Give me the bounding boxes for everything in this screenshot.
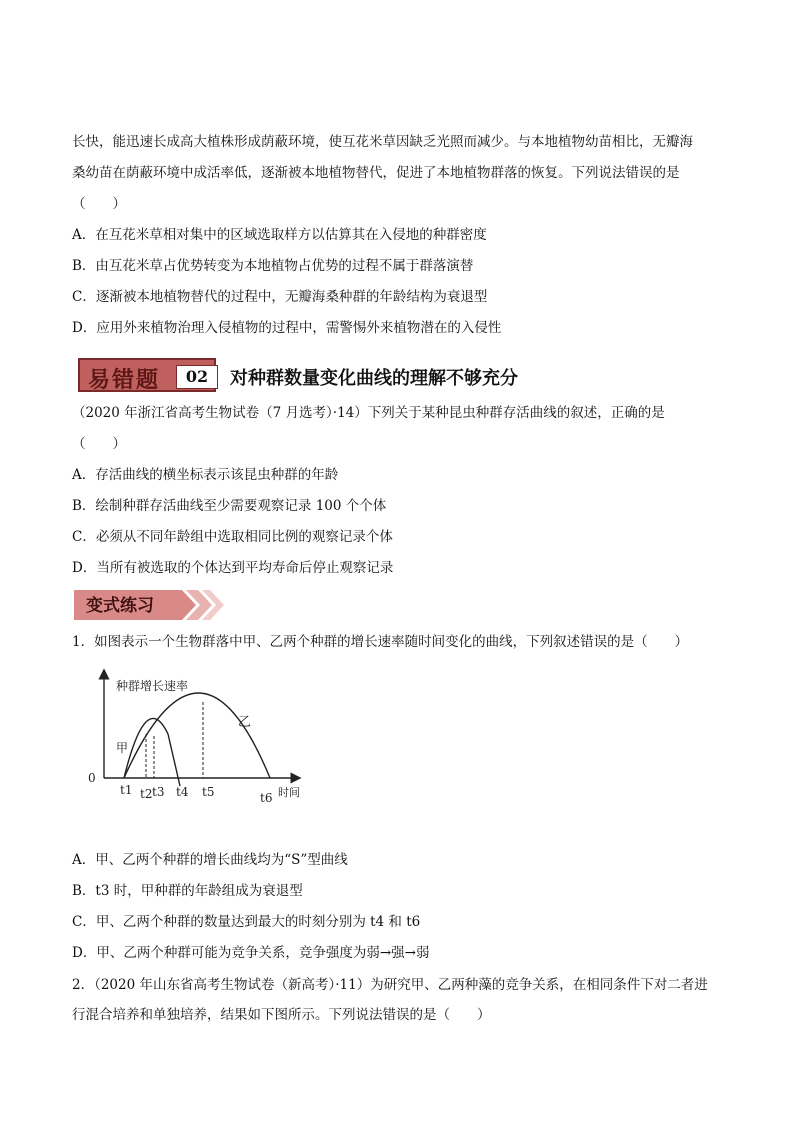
x-axis-label: 时间 [278, 786, 300, 799]
q1-option-a: A．甲、乙两个种群的增长曲线均为“S”型曲线 [72, 852, 348, 868]
q1-stem: 1．如图表示一个生物群落中甲、乙两个种群的增长速率随时间变化的曲线，下列叙述错误的是（ ） [72, 634, 689, 650]
tick-t1: t1 [120, 783, 133, 797]
q1-option-b: B．t3 时，甲种群的年龄组成为衰退型 [72, 883, 303, 899]
banner-label: 易错题 [88, 367, 161, 393]
tick-t3: t3 [152, 785, 165, 799]
tick-t2: t2 [140, 787, 153, 801]
q0-option-d: D．当所有被选取的个体达到平均寿命后停止观察记录 [72, 560, 394, 576]
q1-option-d: D．甲、乙两个种群可能为竞争关系，竞争强度为弱→强→弱 [72, 945, 430, 961]
intro-option-d: D．应用外来植物治理入侵植物的过程中，需警惕外来植物潜在的入侵性 [72, 320, 502, 336]
practice-chevrons [74, 590, 224, 620]
intro-line-1: 长快，能迅速长成高大植株形成荫蔽环境，使互花米草因缺乏光照而减少。与本地植物幼苗相比，无瓣海 [72, 134, 693, 150]
tick-t5: t5 [202, 785, 215, 799]
growth-rate-figure [84, 668, 314, 818]
intro-paren: （ ） [72, 196, 126, 212]
q0-stem: （2020 年浙江省高考生物试卷（7 月选考）·14）下列关于某种昆虫种群存活曲线的叙述，正确的是 [72, 405, 665, 421]
q0-option-b: B．绘制种群存活曲线至少需要观察记录 100 个个体 [72, 498, 387, 514]
tick-t4: t4 [176, 785, 189, 799]
q0-option-c: C．必须从不同年龄组中选取相同比例的观察记录个体 [72, 529, 393, 545]
q0-paren: （ ） [72, 436, 126, 452]
tick-t6: t6 [260, 791, 273, 805]
practice-label-text: 变式练习 [86, 596, 154, 616]
intro-option-c: C．逐渐被本地植物替代的过程中，无瓣海桑种群的年龄结构为衰退型 [72, 289, 488, 305]
q2-line-1: 2．（2020 年山东省高考生物试卷（新高考）·11）为研究甲、乙两种藻的竞争关系，在相同条件下对二者进 [72, 977, 708, 993]
intro-line-2: 桑幼苗在荫蔽环境中成活率低，逐渐被本地植物替代，促进了本地植物群落的恢复。下列说法错误的是 [72, 165, 680, 181]
banner-number: 02 [176, 365, 218, 389]
banner-box [78, 358, 216, 392]
intro-option-a: A．在互花米草相对集中的区域选取样方以估算其在入侵地的种群密度 [72, 227, 487, 243]
series-jia-label: 甲 [116, 741, 129, 755]
origin-label: 0 [88, 771, 96, 785]
practice-label [74, 590, 224, 620]
intro-option-b: B．由互花米草占优势转变为本地植物占优势的过程不属于群落演替 [72, 258, 474, 274]
q2-line-2: 行混合培养和单独培养，结果如下图所示。下列说法错误的是（ ） [72, 1007, 491, 1023]
banner-title: 对种群数量变化曲线的理解不够充分 [230, 368, 518, 389]
curve-jia [124, 718, 180, 786]
q1-option-c: C．甲、乙两个种群的数量达到最大的时刻分别为 t4 和 t6 [72, 914, 421, 930]
y-axis-label: 种群增长速率 [116, 679, 189, 693]
q0-option-a: A．存活曲线的横坐标表示该昆虫种群的年龄 [72, 467, 339, 483]
series-yi-label: 乙 [238, 715, 252, 730]
